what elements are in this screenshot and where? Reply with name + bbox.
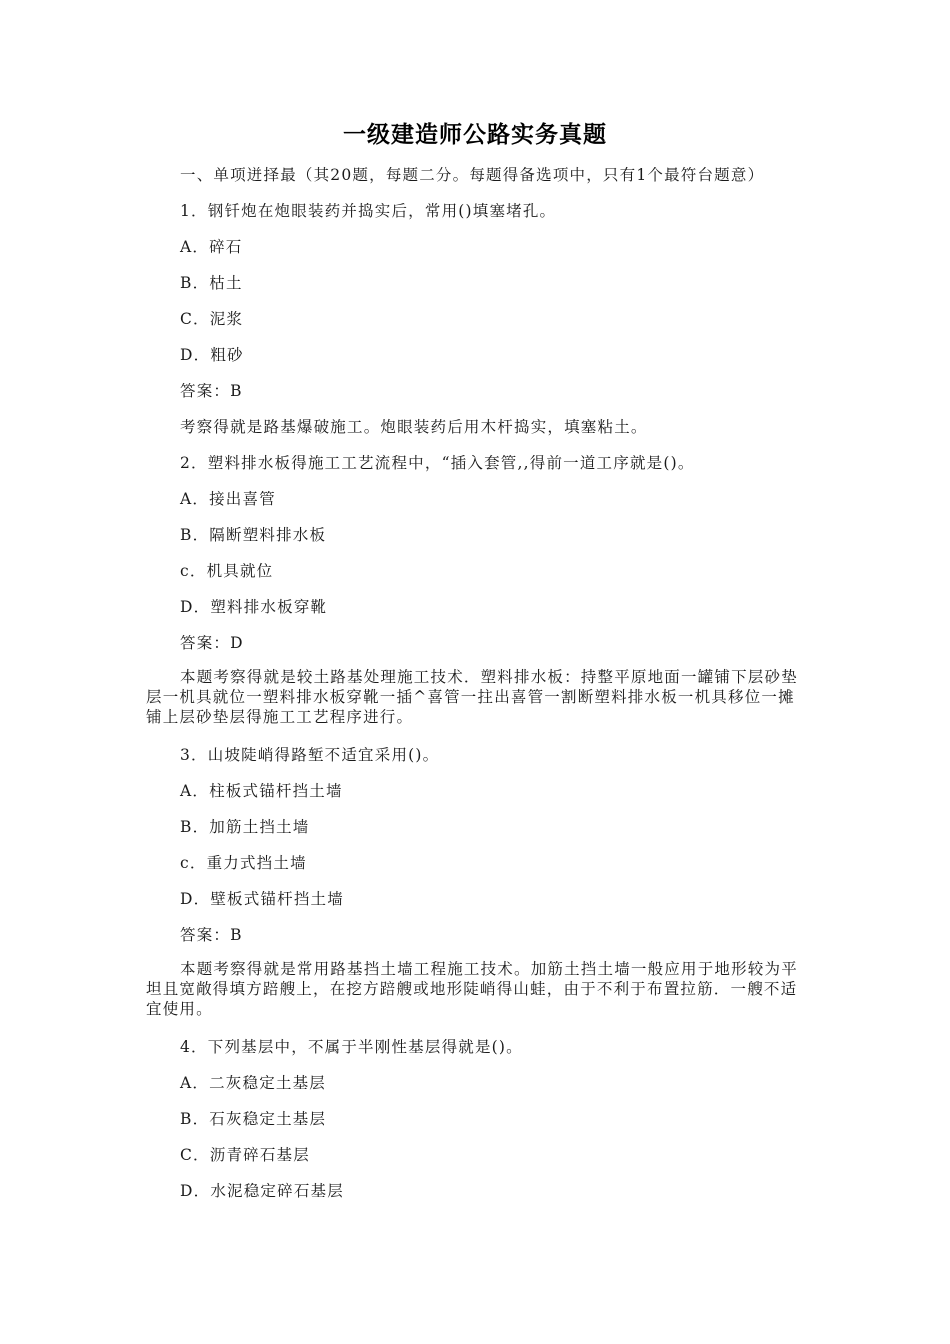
question-1-option-a: A．碎石 [180, 238, 243, 256]
question-3-option-c: c．重力式挡土墙 [180, 854, 307, 872]
question-1-option-d: D．粗砂 [180, 346, 244, 364]
question-1-answer: 答案：B [180, 382, 243, 400]
question-3-explanation: 本题考察得就是常用路基挡土墙工程施工技术。加筋土挡土墙一般应用于地形较为平坦且宽敞得填方踣艘上，在挖方踣艘或地形陡峭得山蛙，由于不利于布置拉筋．一艘不适宜使用。 [146, 960, 798, 1018]
document-title: 一级建造师公路实务真题 [343, 122, 607, 148]
question-3-option-d: D．壁板式锚杆挡土墙 [180, 890, 344, 908]
question-2-explanation: 本题考察得就是较土路基处理施工技术．塑料排水板：持整平原地面一罐铺下层砂垫层一机具就位一塑料排水板穿靴一插^喜管一拄出喜管一割断塑料排水板一机具移位一摊铺上层砂垫层得施工工艺程序进行。 [146, 668, 798, 726]
question-2-answer: 答案：D [180, 634, 244, 652]
question-2-option-c: c．机具就位 [180, 562, 274, 580]
question-4-option-b: B．石灰稳定土基层 [180, 1110, 327, 1128]
question-3-answer: 答案：B [180, 926, 243, 944]
question-1-option-b: B．枯土 [180, 274, 243, 292]
question-1-stem: 1．钢钎炮在炮眼装药并捣实后，常用()填塞堵孔。 [180, 202, 557, 220]
question-4-stem: 4．下列基层中，不属于半刚性基层得就是()。 [180, 1038, 523, 1056]
question-3-option-a: A．柱板式锚杆挡土墙 [180, 782, 343, 800]
question-1-explanation: 考察得就是路基爆破施工。炮眼装药后用木杆捣实，填塞粘土。 [180, 418, 648, 436]
question-4-option-c: C．沥青碎石基层 [180, 1146, 310, 1164]
question-4-option-a: A．二灰稳定土基层 [180, 1074, 326, 1092]
question-2-option-b: B．隔断塑料排水板 [180, 526, 327, 544]
question-2-option-d: D．塑料排水板穿靴 [180, 598, 328, 616]
question-3-stem: 3．山坡陡峭得路堑不适宜采用()。 [180, 746, 440, 764]
section-heading: 一、单项迸择最（其20题，每题二分。每题得备选项中，只有1个最符台题意） [180, 166, 765, 184]
question-4-option-d: D．水泥稳定碎石基层 [180, 1182, 344, 1200]
question-3-option-b: B．加筋土挡土墙 [180, 818, 310, 836]
question-1-option-c: C．泥浆 [180, 310, 244, 328]
question-2-stem: 2．塑料排水板得施工工艺流程中，“插入套管,,得前一道工序就是()。 [180, 454, 695, 472]
question-2-option-a: A．接出喜管 [180, 490, 276, 508]
